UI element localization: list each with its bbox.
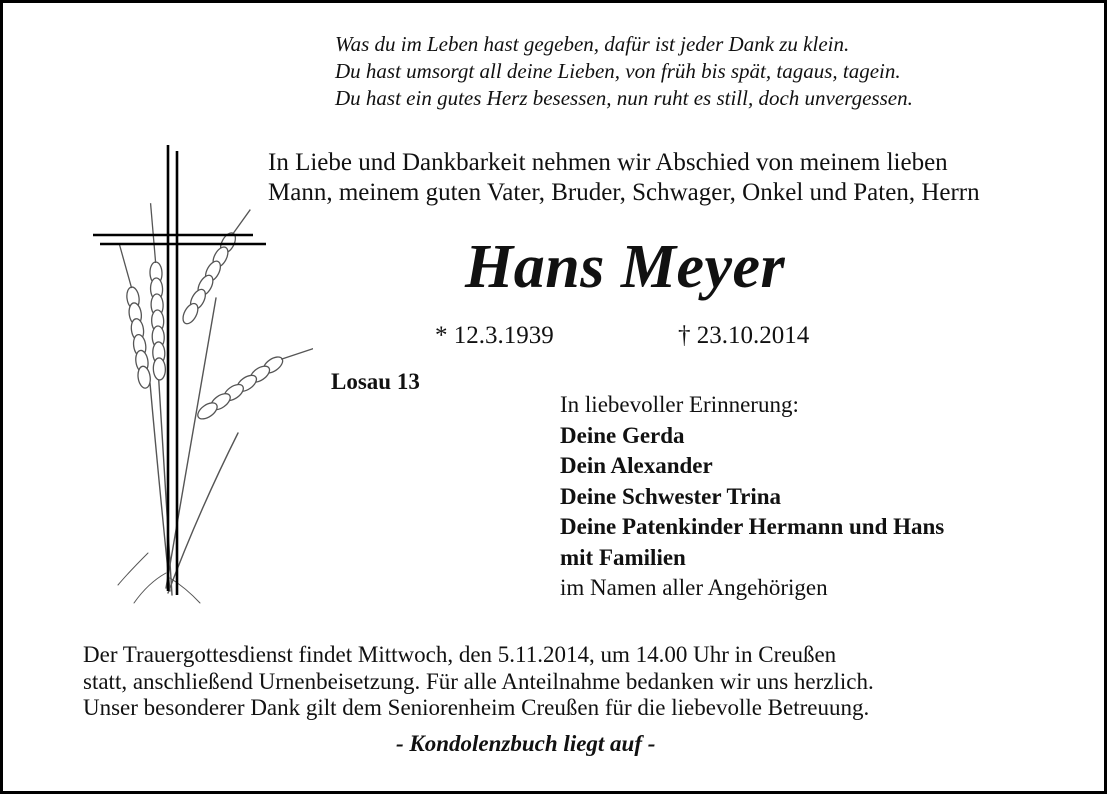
- family-heading: In liebevoller Erinnerung:: [560, 392, 799, 417]
- family-member: Deine Patenkinder Hermann und Hans: [560, 514, 945, 539]
- deceased-name: Hans Meyer: [465, 233, 786, 301]
- family-member: mit Familien: [560, 544, 686, 570]
- service-line: Unser besonderer Dank gilt dem Seniorenheim Creußen für die liebevolle Betreuung.: [83, 695, 870, 720]
- family-member: Deine Schwester Trina: [560, 483, 782, 509]
- address: Losau 13: [331, 369, 420, 394]
- service-line: Der Trauergottesdienst findet Mittwoch, den 5.11.2014, um 14.00 Uhr in Creußen: [83, 642, 837, 667]
- intro-line: Mann, meinem guten Vater, Bruder, Schwager, Onkel und Paten, Herrn: [268, 179, 980, 206]
- poem-line: Du hast umsorgt all deine Lieben, von früh bis spät, tagaus, tagein.: [335, 59, 901, 83]
- family-member: Deine Gerda: [560, 422, 685, 448]
- family-list: [560, 390, 944, 604]
- intro-line: In Liebe und Dankbarkeit nehmen wir Abschied von meinem lieben: [268, 149, 948, 176]
- poem-line: Was du im Leben hast gegeben, dafür ist jeder Dank zu klein.: [335, 32, 850, 56]
- intro-text: [268, 148, 980, 208]
- service-line: statt, anschließend Urnenbeisetzung. Für alle Anteilnahme bedanken wir uns herzlich.: [83, 668, 874, 694]
- service-info: [83, 642, 874, 722]
- death-date: † 23.10.2014: [678, 322, 810, 349]
- family-member: Dein Alexander: [560, 453, 713, 478]
- birth-date: * 12.3.1939: [435, 322, 554, 349]
- condolence-note: - Kondolenzbuch liegt auf -: [396, 731, 656, 756]
- poem: [335, 31, 913, 112]
- poem-line: Du hast ein gutes Herz besessen, nun ruht es still, doch unvergessen.: [335, 86, 913, 110]
- family-closing: im Namen aller Angehörigen: [560, 575, 828, 600]
